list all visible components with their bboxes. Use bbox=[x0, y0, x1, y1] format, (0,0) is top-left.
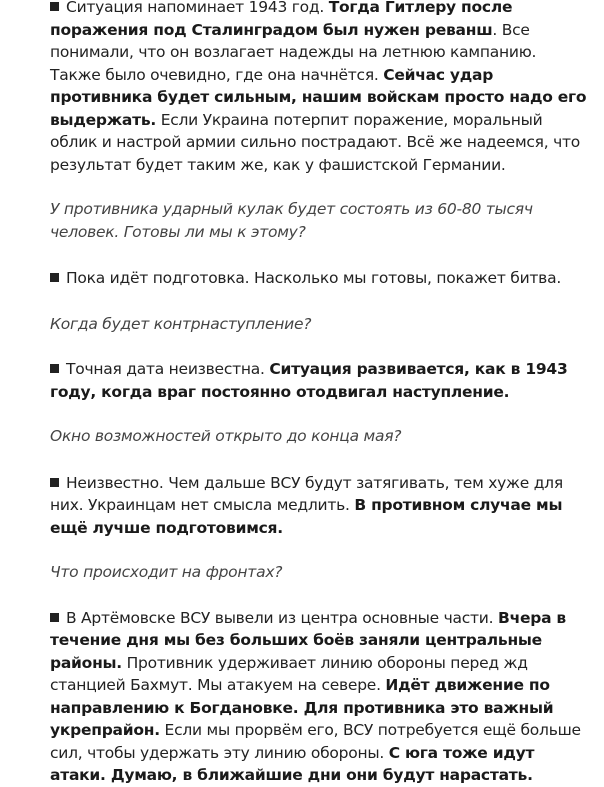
answer-paragraph bbox=[50, 472, 588, 540]
square-bullet-icon bbox=[50, 613, 59, 622]
answer-bold-text: С юга тоже идут атаки. Думаю, в ближайшие дни они будут нарастать. bbox=[50, 743, 535, 784]
answer-bold-text: Сейчас удар противника будет сильным, нашим войскам просто надо его выдержать. bbox=[50, 65, 587, 129]
question-paragraph: У противника ударный кулак будет состоять из 60-80 тысяч человек. Готовы ли мы к этому? bbox=[50, 200, 533, 241]
square-bullet-icon bbox=[50, 364, 59, 373]
answer-text: Неизвестно. Чем дальше ВСУ будут затягивать, тем хуже для них. Украинцам нет смысла медлить. bbox=[50, 473, 563, 514]
answer-bold-text: Ситуация развивается, как в 1943 году, когда враг постоянно отодвигал наступление. bbox=[50, 360, 568, 401]
answer-text: Пока идёт подготовка. Насколько мы готовы, покажет битва. bbox=[66, 269, 561, 287]
answer-text: Если мы прорвём его, ВСУ потребуется ещё больше сил, чтобы удержать эту линию обороны. bbox=[50, 721, 581, 762]
answer-text: Если Украина потерпит поражение, моральный облик и настрой армии сильно пострадают. Всё же надеемся, что результат будет таким же, как у фашистской Германии. bbox=[50, 110, 581, 174]
answer-text: Ситуация напоминает 1943 год. bbox=[66, 0, 329, 16]
square-bullet-icon bbox=[50, 478, 59, 487]
answer-bold-text: Вчера в течение дня мы без больших боёв заняли центральные районы. bbox=[50, 608, 566, 672]
answer-text: Противник удерживает линию обороны перед жд станцией Бахмут. Мы атакуем на севере. bbox=[50, 653, 528, 694]
question-paragraph: Окно возможностей открыто до конца мая? bbox=[50, 427, 402, 445]
square-bullet-icon bbox=[50, 273, 59, 282]
answer-paragraph bbox=[50, 358, 588, 403]
answer-text: . Все понимали, что он возлагает надежды на летнюю кампанию. Также было очевидно, где она начнётся. bbox=[50, 20, 537, 84]
answer-paragraph bbox=[50, 607, 588, 787]
answer-paragraph bbox=[50, 267, 588, 290]
answer-paragraph bbox=[50, 0, 588, 176]
question-paragraph: Когда будет контрнаступление? bbox=[50, 314, 312, 333]
answer-text: Точная дата неизвестна. bbox=[66, 360, 270, 378]
answer-bold-text: В противном случае мы ещё лучше подготовимся. bbox=[50, 496, 563, 537]
question-paragraph: Что происходит на фронтах? bbox=[50, 563, 283, 581]
answer-bold-text: Тогда Гитлеру после поражения под Сталинградом был нужен реванш bbox=[50, 0, 513, 39]
answer-bold-text: Идёт движение по направлению к Богдановке. Для противника это важный укрепрайон. bbox=[50, 676, 554, 739]
square-bullet-icon bbox=[50, 2, 59, 11]
answer-text: В Артёмовске ВСУ вывели из центра основные части. bbox=[66, 608, 498, 627]
